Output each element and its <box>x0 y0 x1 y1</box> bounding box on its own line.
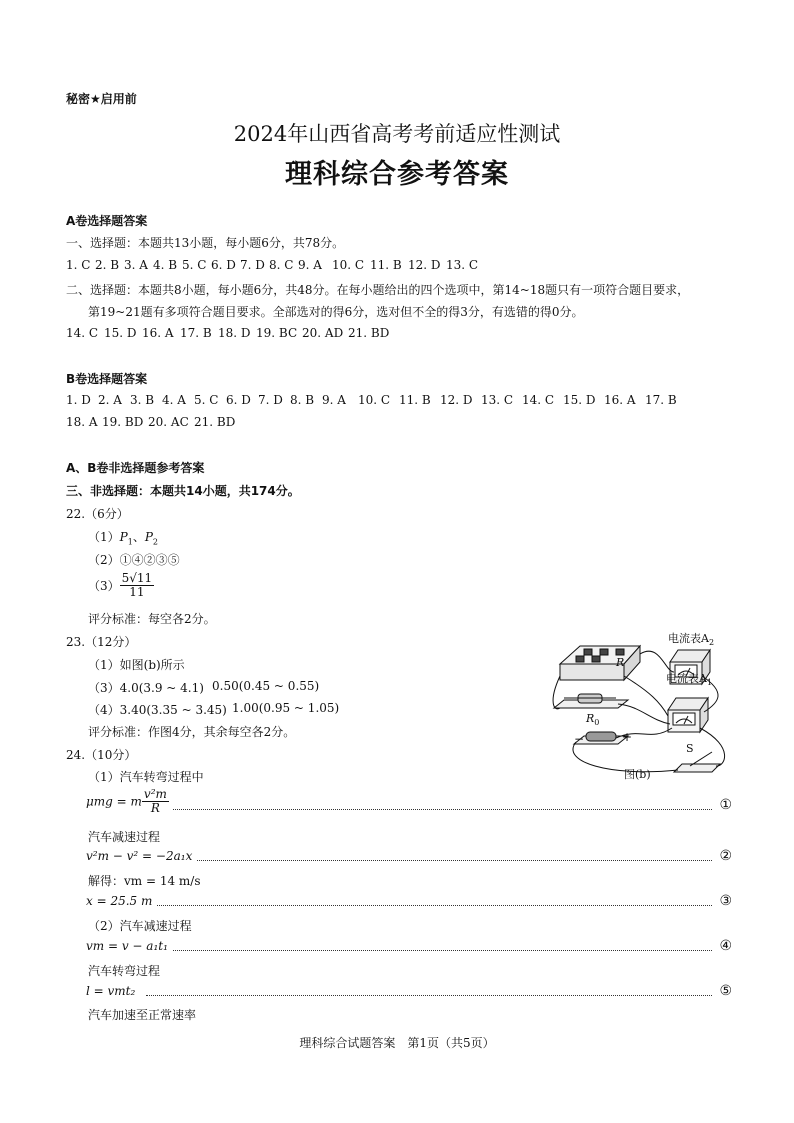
q22-heading: 22.（6分） <box>66 507 129 521</box>
answer: 1. C <box>66 258 91 272</box>
q23-answer-3a: （3）4.0(3.9 ~ 4.1) <box>88 681 204 695</box>
answer: 2. A <box>98 393 122 407</box>
answer: 20. AD <box>302 326 344 340</box>
answer: 8. C <box>269 258 294 272</box>
answer: 9. A <box>322 393 346 407</box>
q23-answer-1: （1）如图(b)所示 <box>88 658 185 672</box>
leader-dots <box>146 995 712 996</box>
equation-4-number: ④ <box>719 938 732 954</box>
ammeter-a2-text: 电流表A <box>668 632 709 645</box>
answer: 17. B <box>180 326 212 340</box>
q22-a1-p1: P <box>119 530 128 544</box>
circuit-figure <box>550 632 740 782</box>
q24-part1-intro: （1）汽车转弯过程中 <box>88 770 204 784</box>
part-a-heading: A卷选择题答案 <box>66 214 148 228</box>
ammeter-a1-label <box>666 670 712 687</box>
eq1-denominator: R <box>150 801 160 815</box>
figure-caption: 图(b) <box>624 768 651 781</box>
equation-5-row <box>86 984 732 1004</box>
answer: 16. A <box>604 393 636 407</box>
ammeter-a1-text: 电流表A <box>666 672 707 685</box>
answer: 3. B <box>130 393 155 407</box>
equation-2-number: ② <box>719 848 732 864</box>
q22-a1-sep: 、 <box>132 530 145 544</box>
rheostat-r0-sub: 0 <box>594 718 600 728</box>
answer: 21. BD <box>348 326 390 340</box>
resistor-r-label: R <box>616 656 625 669</box>
answer: 14. C <box>66 326 99 340</box>
non-choice-heading: A、B卷非选择题参考答案 <box>66 461 205 475</box>
answers-a-2 <box>66 326 394 340</box>
q24-solve: 解得：vm = 14 m/s <box>88 874 201 888</box>
answer: 15. D <box>104 326 137 340</box>
q24-decel-label: 汽车减速过程 <box>88 830 161 844</box>
answer: 15. D <box>563 393 596 407</box>
answer: 12. D <box>440 393 473 407</box>
ammeter-a1-sub: 1 <box>706 678 713 688</box>
q23-answer-4a: （4）3.40(3.35 ~ 3.45) <box>88 703 227 717</box>
q22-answer-1 <box>88 528 158 546</box>
leader-dots <box>146 860 712 861</box>
eq1-lhs: μmg = m <box>86 794 142 809</box>
answer: 16. A <box>142 326 174 340</box>
answer: 6. D <box>211 258 236 272</box>
answer: 4. A <box>162 393 186 407</box>
q22-a3-prefix: （3） <box>88 579 120 593</box>
answer: 18. A <box>66 415 98 429</box>
answer: 4. B <box>153 258 178 272</box>
answer: 14. C <box>522 393 555 407</box>
q23-answer-3b: 0.50(0.45 ~ 0.55) <box>212 679 320 693</box>
q22-a1-sub1: 1 <box>127 537 133 547</box>
equation-5: l = vmt₂ <box>86 984 139 998</box>
battery-minus-label: − <box>574 732 585 746</box>
equation-5-number: ⑤ <box>719 983 732 999</box>
equation-1 <box>86 788 173 815</box>
q24-heading: 24.（10分） <box>66 748 137 762</box>
answer: 5. C <box>194 393 219 407</box>
equation-1-row <box>86 787 732 818</box>
answer: 8. B <box>290 393 315 407</box>
q24-turn-label: 汽车转弯过程 <box>88 964 161 978</box>
answer: 3. A <box>124 258 148 272</box>
equation-3: x = 25.5 m <box>86 894 156 908</box>
equation-2-row <box>86 849 732 869</box>
answer: 19. BC <box>256 326 298 340</box>
part-b-heading: B卷选择题答案 <box>66 372 148 386</box>
answer: 12. D <box>408 258 441 272</box>
answer: 10. C <box>332 258 365 272</box>
answers-a-1 <box>66 258 484 272</box>
eq1-numerator: v²m <box>143 787 167 801</box>
page-footer: 理科综合试题答案 第1页（共5页） <box>299 1036 495 1050</box>
section-3-desc: 三、非选择题：本题共14小题，共174分。 <box>66 484 300 498</box>
answer: 6. D <box>226 393 251 407</box>
leader-dots <box>146 905 712 906</box>
answer: 13. C <box>446 258 479 272</box>
equation-4-row <box>86 939 732 959</box>
q22-answer-3 <box>88 572 154 599</box>
answer: 18. D <box>218 326 251 340</box>
answer: 5. C <box>182 258 207 272</box>
equation-1-number: ① <box>719 797 732 813</box>
answer: 21. BD <box>194 415 236 429</box>
q22-a1-p2: P <box>144 530 153 544</box>
ammeter-a2-label <box>668 630 714 647</box>
q22-a1-prefix: （1） <box>88 530 120 544</box>
equation-3-number: ③ <box>719 893 732 909</box>
leader-dots <box>146 950 712 951</box>
equation-4: vm = v − a₁t₁ <box>86 939 172 953</box>
q23-score: 评分标准：作图4分，其余每空各2分。 <box>88 725 296 739</box>
ammeter-a2-sub: 2 <box>708 638 715 648</box>
exam-title: 2024年山西省高考考前适应性测试 <box>233 122 561 146</box>
answer: 20. AC <box>148 415 189 429</box>
q22-a3-denominator: 11 <box>129 585 145 599</box>
answers-b-2 <box>66 415 240 429</box>
q24-accel-label: 汽车加速至正常速率 <box>88 1008 197 1022</box>
answer: 10. C <box>358 393 391 407</box>
answer: 11. B <box>370 258 402 272</box>
q22-answer-2: （2）①④②③⑤ <box>88 553 180 567</box>
q24-part2-intro: （2）汽车减速过程 <box>88 919 192 933</box>
circuit-drawing <box>550 632 740 782</box>
battery-plus-label: + <box>622 730 633 744</box>
answer: 13. C <box>481 393 514 407</box>
answer: 11. B <box>399 393 431 407</box>
answer: 17. B <box>645 393 677 407</box>
q22-a3-numerator: 5√11 <box>121 571 153 585</box>
equation-2: v²m − v² = −2a₁x <box>86 849 196 863</box>
section-1-desc: 一、选择题：本题共13小题，每小题6分，共78分。 <box>66 236 345 250</box>
leader-dots <box>146 809 712 810</box>
answer: 1. D <box>66 393 91 407</box>
rheostat-r0-text: R <box>586 712 595 725</box>
switch-s-label: S <box>686 742 694 755</box>
q22-a1-sub2: 2 <box>152 537 158 547</box>
section-2-desc-1: 二、选择题：本题共8小题，每小题6分，共48分。在每小题给出的四个选项中，第14~18题只有一项符合题目要求， <box>66 283 690 297</box>
secret-label: 秘密★启用前 <box>66 92 137 106</box>
q23-heading: 23.（12分） <box>66 635 137 649</box>
answer: 2. B <box>95 258 120 272</box>
equation-3-row <box>86 894 732 914</box>
section-2-desc-2: 第19~21题有多项符合题目要求。全部选对的得6分，选对但不全的得3分，有选错的得0分。 <box>88 305 584 319</box>
answer: 9. A <box>298 258 322 272</box>
q22-score: 评分标准：每空各2分。 <box>88 612 216 626</box>
answer: 7. D <box>258 393 283 407</box>
q23-answer-4b: 1.00(0.95 ~ 1.05) <box>232 701 340 715</box>
answer: 19. BD <box>102 415 144 429</box>
rheostat-r0-label <box>586 712 599 727</box>
answer-title: 理科综合参考答案 <box>285 159 509 190</box>
answer: 7. D <box>240 258 265 272</box>
answers-b-1 <box>66 393 679 407</box>
